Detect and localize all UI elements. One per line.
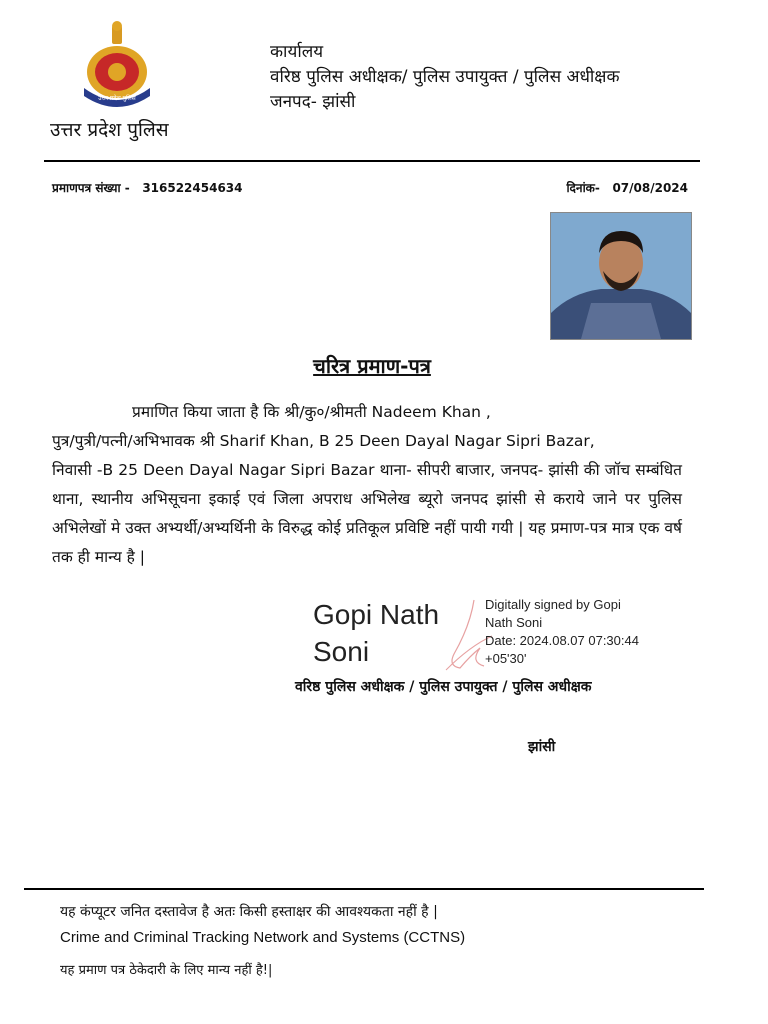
date-label: दिनांक- <box>566 181 600 195</box>
certificate-date <box>566 179 688 196</box>
digital-signature-details <box>485 596 660 668</box>
sig-detail-line: +05'30' <box>485 651 527 666</box>
org-name: उत्तर प्रदेश पुलिस <box>50 119 169 141</box>
office-block <box>270 40 620 115</box>
emblem-scroll-text: उत्तर प्रदेश पुलिस <box>98 95 136 102</box>
footer-divider <box>24 888 704 890</box>
certificate-body <box>52 398 682 572</box>
certificate-title: चरित्र प्रमाण-पत्र <box>313 354 431 378</box>
certificate-number <box>52 179 243 196</box>
up-police-emblem <box>78 20 156 112</box>
body-line-1: प्रमाणित किया जाता है कि श्री/कु०/श्रीमती Nadeem Khan , <box>132 403 491 421</box>
signatory-name-line-1: Gopi Nath <box>313 599 440 630</box>
cert-no-label: प्रमाणपत्र संख्या - <box>52 181 130 195</box>
body-paragraph: निवासी -B 25 Deen Dayal Nagar Sipri Bazar थाना- सीपरी बाजार, जनपद- झांसी की जॉच सम्बंधित थाना, स्थानीय अभिसूचना इकाई एवं जिला अपराध अभिलेख ब्यूरो जनपद झांसी से कराये जाने पर पुलिस अभिलेखों मे उक्त अभ्यर्थी/अभ्यर्थिनी के विरुद्ध कोई प्रतिकूल प्रविष्टि नहीं पायी गयी | यह प्रमाण-पत्र मात्र एक वर्ष तक ही मान्य है | <box>52 461 682 566</box>
signatory-place: झांसी <box>528 739 556 755</box>
header-divider <box>44 160 700 162</box>
signatory-name <box>313 596 439 670</box>
body-line-2: पुत्र/पुत्री/पत्नी/अभिभावक श्री Sharif Khan, B 25 Deen Dayal Nagar Sipri Bazar, <box>52 432 595 450</box>
office-designation: वरिष्ठ पुलिस अधीक्षक/ पुलिस उपायुक्त / पुलिस अधीक्षक <box>270 67 620 87</box>
office-line: कार्यालय <box>270 42 324 62</box>
footer-cctns: Crime and Criminal Tracking Network and Systems (CCTNS) <box>60 929 466 946</box>
date-value: 07/08/2024 <box>612 181 688 195</box>
cert-no-value: 316522454634 <box>142 181 243 195</box>
signatory-designation: वरिष्ठ पुलिस अधीक्षक / पुलिस उपायुक्त / पुलिस अधीक्षक <box>295 679 592 695</box>
sig-detail-line: Date: 2024.08.07 07:30:44 <box>485 633 639 648</box>
office-district: जनपद- झांसी <box>270 92 356 112</box>
sig-detail-line: Digitally signed by Gopi <box>485 597 621 612</box>
sig-detail-line: Nath Soni <box>485 615 543 630</box>
applicant-photo <box>550 212 692 340</box>
signatory-name-line-2: Soni <box>313 636 370 667</box>
footer-note-contract: यह प्रमाण पत्र ठेकेदारी के लिए मान्य नहीं है!| <box>60 963 273 978</box>
footer-note-computer-generated: यह कंप्यूटर जनित दस्तावेज है अतः किसी हस्ताक्षर की आवश्यकता नहीं है | <box>60 904 438 920</box>
